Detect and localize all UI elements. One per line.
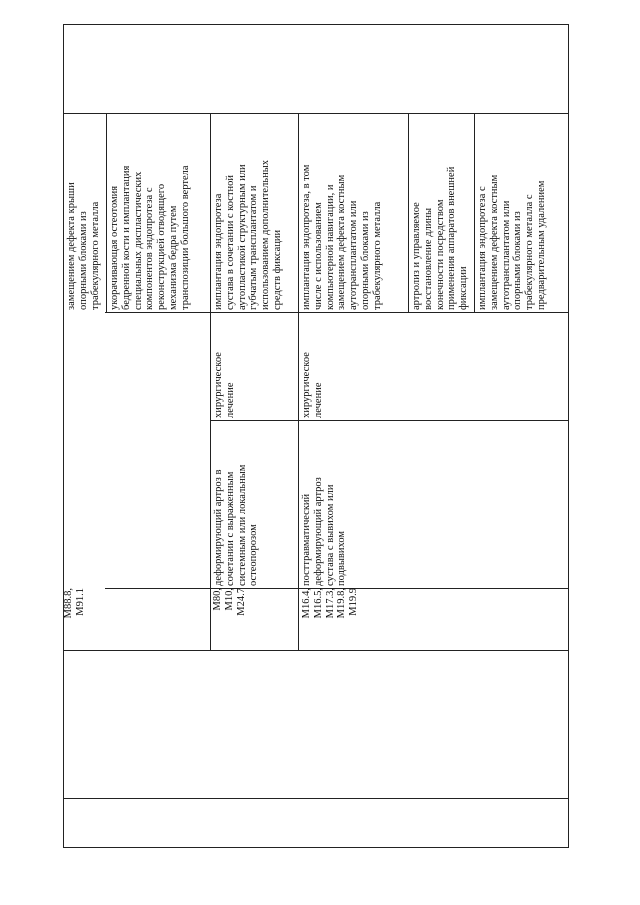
column-divider-codes (63, 650, 569, 651)
row-3-treatment-type: хирургическое лечение (301, 352, 324, 418)
row-3-method-3: имплантация эндопротеза с замещением дефекта костным аутотрансплантатом или опорными блоками из трабекулярного металла с предварительным удалением (477, 174, 547, 310)
column-divider-treatment (210, 420, 569, 421)
row-2-method-1: имплантация эндопротеза сустава в сочетании с костной аутопластикой структурным или губчатым трансплантатом и использованием дополнительных средств фиксации (213, 159, 283, 310)
row-divider-1 (210, 113, 211, 650)
row-3-codes: M16.4, M16.5, M17.3, M19.8, M19.9 (301, 588, 360, 619)
column-divider-bottom (63, 798, 569, 799)
row-2-codes: M80, M10, M24.7 (212, 588, 247, 616)
row-1-method-1: замещением дефекта крыши опорными блоками из трабекулярного металла (66, 182, 101, 310)
row-2-diagnosis: деформирующий артроз в сочетании с выраженным системным или локальным остеопорозом (213, 464, 260, 586)
column-divider-method (105, 312, 569, 313)
method-subdivider-1 (106, 113, 107, 312)
row-1-codes: M88.8, M91.1 (63, 588, 86, 619)
row-3-method-1: имплантация эндопротеза, в том числе с использованием компьютерной навигации, и замещением дефекта костным аутотрансплантатом или опорными блоками из трабекулярного металла (301, 164, 383, 310)
row-1-method-2: укорачивающая остеотомия бедренной кости и имплантация специальных диспластических компонентов эндопротеза с реконструкцией отводящего механизма бедра путем транспозиции большого вертела (109, 165, 191, 310)
row-3-diagnosis: посттравматический деформирующий артроз сустава с вывихом или подвывихом (301, 477, 348, 586)
row-3-method-2: артролиз и управляемое восстановление длины конечности посредством применения аппаратов внешней фиксации (411, 166, 470, 310)
method-subdivider-3 (474, 113, 475, 312)
method-subdivider-2 (408, 113, 409, 312)
row-divider-2 (298, 113, 299, 650)
row-2-treatment-type: хирургическое лечение (213, 352, 236, 418)
